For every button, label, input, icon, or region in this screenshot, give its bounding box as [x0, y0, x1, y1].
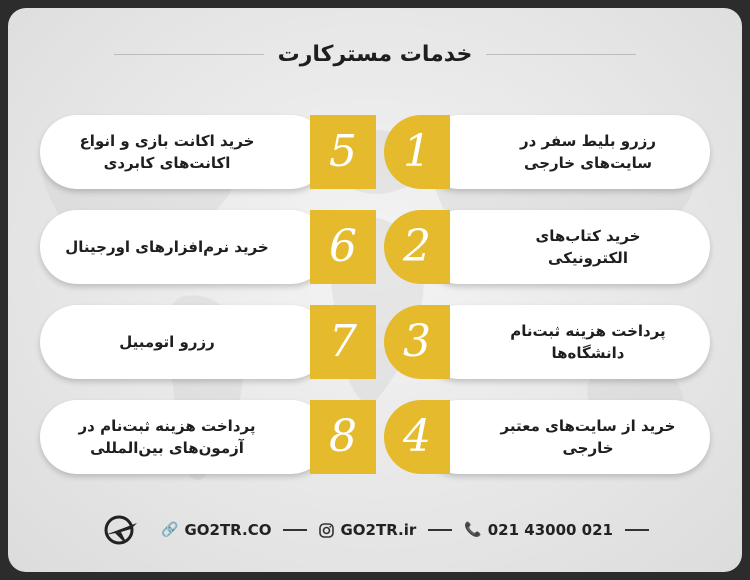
- service-badge-1: [384, 115, 450, 189]
- service-item-5: [40, 115, 328, 189]
- service-item-7: [40, 305, 328, 379]
- service-badge-5: [310, 115, 376, 189]
- service-label-4: خرید از سایت‌های معتبر خارجی: [500, 417, 676, 457]
- title-bar: [8, 38, 742, 70]
- service-label-3: پرداخت هزینه ثبت‌نام دانشگاه‌ها: [510, 322, 666, 362]
- phone-icon: 📞: [464, 522, 482, 538]
- service-badge-8: [310, 400, 376, 474]
- service-badge-7: [310, 305, 376, 379]
- service-number-2: 2: [403, 221, 431, 272]
- footer-instagram-text: GO2TR.ir: [340, 521, 417, 539]
- footer-contact-bar: [8, 508, 742, 552]
- service-item-3: [422, 305, 710, 379]
- title-divider-left: [114, 54, 264, 55]
- service-badge-3: [384, 305, 450, 379]
- service-number-4: 4: [403, 411, 431, 462]
- footer-phone[interactable]: [464, 521, 613, 539]
- footer-phone-text: 021 43000 021: [487, 521, 613, 539]
- service-number-1: 1: [403, 126, 431, 177]
- service-number-7: 7: [329, 316, 357, 367]
- airplane-logo-icon: [101, 513, 141, 547]
- service-item-8: [40, 400, 328, 474]
- service-badge-2: [384, 210, 450, 284]
- instagram-icon: [319, 523, 334, 538]
- footer-divider-2: [428, 529, 452, 531]
- link-icon: 🔗: [161, 522, 179, 538]
- footer-divider-1: [283, 529, 307, 531]
- service-row-4: [8, 400, 742, 474]
- footer-instagram[interactable]: [319, 521, 416, 539]
- service-label-6: خرید نرم‌افزارهای اورجینال: [65, 238, 269, 256]
- service-number-5: 5: [329, 126, 357, 177]
- service-badge-4: [384, 400, 450, 474]
- service-item-2: [422, 210, 710, 284]
- service-badge-6: [310, 210, 376, 284]
- service-row-3: [8, 305, 742, 379]
- service-number-8: 8: [329, 411, 357, 462]
- footer-website-text: GO2TR.CO: [184, 521, 272, 539]
- service-item-4: [422, 400, 710, 474]
- service-label-2: خرید کتاب‌های الکترونیکی: [535, 227, 641, 267]
- service-row-1: [8, 115, 742, 189]
- service-label-1: رزرو بلیط سفر در سایت‌های خارجی: [519, 132, 657, 172]
- service-row-2: [8, 210, 742, 284]
- service-number-6: 6: [329, 221, 357, 272]
- service-label-8: پرداخت هزینه ثبت‌نام در آزمون‌های بین‌المللی: [78, 417, 256, 457]
- service-label-5: خرید اکانت بازی و انواع اکانت‌های کابردی: [79, 132, 255, 172]
- service-item-6: [40, 210, 328, 284]
- service-number-3: 3: [403, 316, 431, 367]
- title-divider-right: [486, 54, 636, 55]
- infographic-card: [8, 8, 742, 572]
- footer-divider-3: [625, 529, 649, 531]
- service-item-1: [422, 115, 710, 189]
- page-title: خدمات مسترکارت: [277, 41, 473, 67]
- footer-website[interactable]: [161, 521, 271, 539]
- service-label-7: رزرو اتومبیل: [119, 333, 215, 351]
